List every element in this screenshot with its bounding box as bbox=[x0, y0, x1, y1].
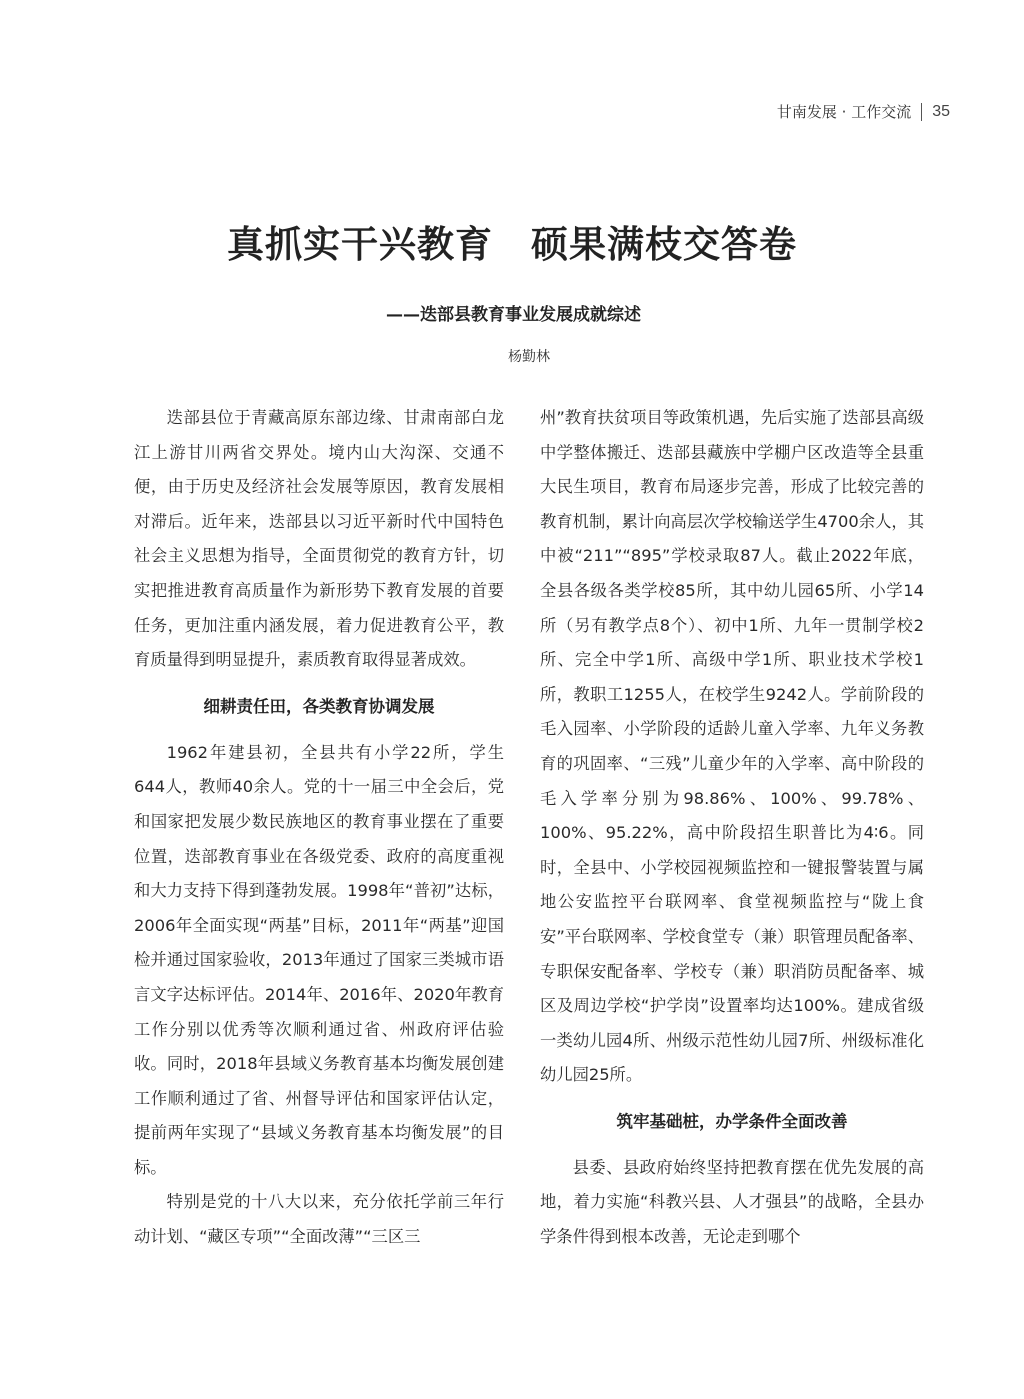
right-column bbox=[540, 401, 924, 1255]
running-header bbox=[777, 101, 950, 122]
paragraph: 州”教育扶贫项目等政策机遇，先后实施了迭部县高级中学整体搬迁、迭部县藏族中学棚户区改造等全县重大民生项目，教育布局逐步完善，形成了比较完善的教育机制，累计向高层次学校输送学生4700余人，其中被“211”“895”学校录取87人。截止2022年底，全县各级各类学校85所，其中幼儿园65所、小学14所（另有教学点8个）、初中1所、九年一贯制学校2所、完全中学1所、高级中学1所、职业技术学校1所，教职工1255人，在校学生9242人。学前阶段的毛入园率、小学阶段的适龄儿童入学率、九年义务教育的巩固率、“三残”儿童少年的入学率、高中阶段的毛入学率分别为98.86%、100%、99.78%、100%、95.22%，高中阶段招生职普比为4∶6。同时，全县中、小学校园视频监控和一键报警装置与属地公安监控平台联网率、食堂视频监控与“陇上食安”平台联网率、学校食堂专（兼）职管理员配备率、专职保安配备率、学校专（兼）职消防员配备率、城区及周边学校“护学岗”设置率均达100%。建成省级一类幼儿园4所、州级示范性幼儿园7所、州级标准化幼儿园25所。 bbox=[540, 408, 924, 1085]
section-heading: 细耕责任田，各类教育协调发展 bbox=[203, 696, 435, 716]
paragraph: 特别是党的十八大以来，充分依托学前三年行动计划、“藏区专项”“全面改薄”“三区三 bbox=[134, 1192, 504, 1247]
journal-section: 甘南发展 · 工作交流 bbox=[776, 103, 912, 121]
paragraph: 县委、县政府始终坚持把教育摆在优先发展的高地，着力实施“科教兴县、人才强县”的战略，全县办学条件得到根本改善，无论走到哪个 bbox=[540, 1157, 924, 1247]
article-author: 杨勤林 bbox=[508, 349, 550, 365]
left-column bbox=[134, 401, 504, 1255]
header-divider bbox=[921, 103, 922, 121]
article-title: 真抓实干兴教育 硕果满枝交答卷 bbox=[227, 222, 797, 266]
section-heading: 筑牢基础桩，办学条件全面改善 bbox=[616, 1111, 848, 1131]
article-subtitle: ——迭部县教育事业发展成就综述 bbox=[386, 305, 641, 325]
paragraph: 1962年建县初，全县共有小学22所，学生644人，教师40余人。党的十一届三中全会后，党和国家把发展少数民族地区的教育事业摆在了重要位置，迭部教育事业在各级党委、政府的高度重视和大力支持下得到蓬勃发展。1998年“普初”达标，2006年全面实现“两基”目标，2011年“两基”迎国检并通过国家验收，2013年通过了国家三类城市语言文字达标评估。2014年、2016年、2020年教育工作分别以优秀等次顺利通过省、州政府评估验收。同时，2018年县域义务教育基本均衡发展创建工作顺利通过了省、州督导评估和国家评估认定，提前两年实现了“县域义务教育基本均衡发展”的目标。 bbox=[134, 742, 504, 1177]
page-number: 35 bbox=[932, 102, 950, 120]
paragraph: 迭部县位于青藏高原东部边缘、甘肃南部白龙江上游甘川两省交界处。境内山大沟深、交通不便，由于历史及经济社会发展等原因，教育发展相对滞后。近年来，迭部县以习近平新时代中国特色社会主义思想为指导，全面贯彻党的教育方针，切实把推进教育高质量作为新形势下教育发展的首要任务，更加注重内涵发展，着力促进教育公平，教育质量得到明显提升，素质教育取得显著成效。 bbox=[134, 408, 504, 670]
